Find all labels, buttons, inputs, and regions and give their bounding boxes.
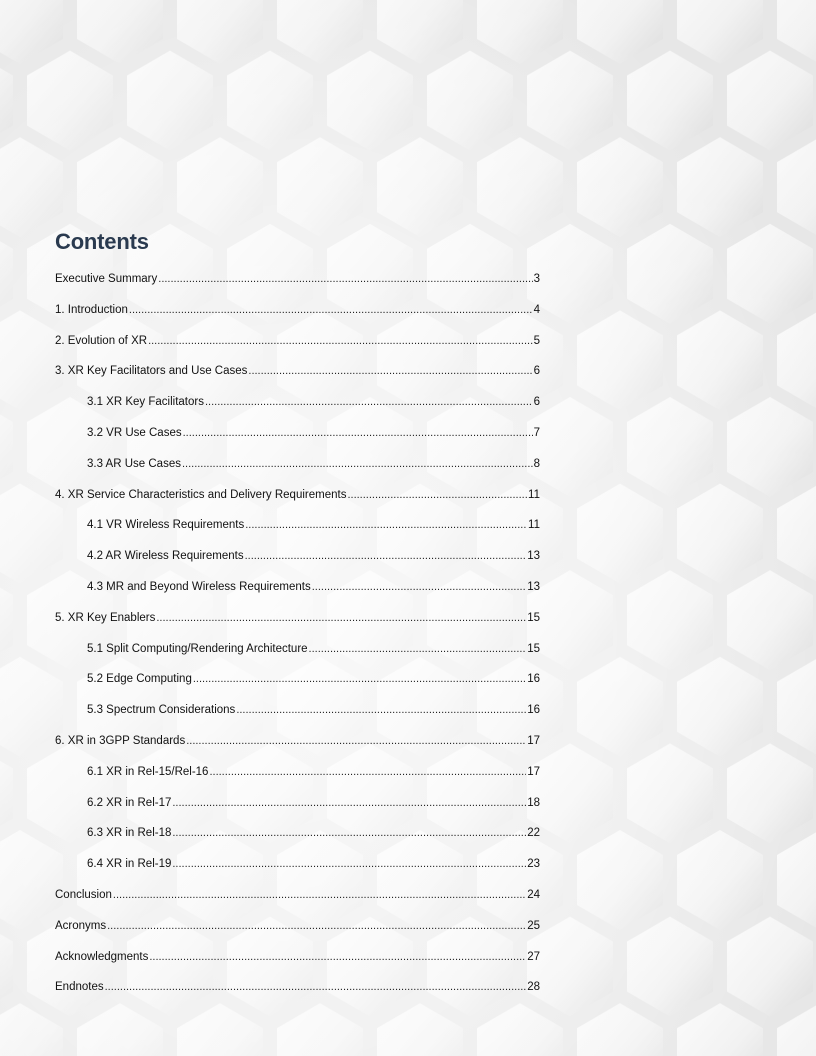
toc-entry-page-number: 25 bbox=[527, 919, 540, 932]
dot-leader bbox=[183, 426, 533, 440]
toc-entry-label: 3.1 XR Key Facilitators bbox=[87, 396, 204, 409]
toc-entry-page-number: 27 bbox=[527, 950, 540, 963]
toc-entry-page-number: 16 bbox=[527, 704, 540, 717]
toc-entry[interactable] bbox=[55, 303, 540, 334]
toc-entry-page-number: 24 bbox=[527, 888, 540, 901]
toc-entry[interactable] bbox=[55, 549, 540, 580]
toc-entry-page-number: 15 bbox=[527, 642, 540, 655]
toc-entry-page-number: 3 bbox=[533, 273, 540, 285]
toc-entry-label: 3. XR Key Facilitators and Use Cases bbox=[55, 365, 248, 378]
toc-entry-label: 2. Evolution of XR bbox=[55, 334, 148, 347]
toc-entry-page-number: 28 bbox=[527, 981, 540, 994]
toc-entry[interactable] bbox=[55, 611, 540, 642]
dot-leader bbox=[245, 518, 527, 532]
toc-entry[interactable] bbox=[55, 395, 540, 426]
dot-leader bbox=[205, 395, 533, 409]
dot-leader bbox=[172, 857, 526, 871]
toc-entry[interactable] bbox=[55, 364, 540, 395]
toc-entry[interactable] bbox=[55, 272, 540, 303]
toc-list bbox=[55, 272, 540, 1011]
toc-entry-label: Conclusion bbox=[55, 888, 112, 901]
dot-leader bbox=[245, 549, 527, 563]
toc-entry-label: 5.1 Split Computing/Rendering Architecture bbox=[87, 642, 308, 655]
toc-entry[interactable] bbox=[55, 672, 540, 703]
toc-entry[interactable] bbox=[55, 950, 540, 981]
dot-leader bbox=[158, 272, 532, 286]
toc-entry[interactable] bbox=[55, 703, 540, 734]
toc-entry-label: 6.3 XR in Rel-18 bbox=[87, 827, 172, 840]
toc-entry[interactable] bbox=[55, 919, 540, 950]
dot-leader bbox=[182, 457, 533, 471]
toc-entry-label: 6.2 XR in Rel-17 bbox=[87, 796, 172, 809]
toc-entry-page-number: 11 bbox=[528, 488, 540, 501]
toc-entry-label: Acknowledgments bbox=[55, 950, 149, 963]
dot-leader bbox=[149, 950, 526, 964]
dot-leader bbox=[209, 765, 526, 779]
toc-entry-page-number: 15 bbox=[527, 611, 540, 624]
toc-entry-label: 5.3 Spectrum Considerations bbox=[87, 704, 236, 717]
dot-leader bbox=[312, 580, 526, 594]
toc-entry-label: Acronyms bbox=[55, 919, 107, 932]
toc-entry[interactable] bbox=[55, 488, 540, 519]
toc-entry-page-number: 4 bbox=[533, 303, 540, 316]
toc-entry[interactable] bbox=[55, 426, 540, 457]
toc-entry-label: 5. XR Key Enablers bbox=[55, 611, 156, 624]
toc-entry-label: 1. Introduction bbox=[55, 303, 128, 316]
toc-entry-page-number: 13 bbox=[527, 580, 540, 593]
contents-heading: Contents bbox=[55, 229, 149, 254]
dot-leader bbox=[105, 980, 527, 994]
toc-entry-page-number: 7 bbox=[533, 426, 540, 439]
toc-entry-label: 4.2 AR Wireless Requirements bbox=[87, 550, 244, 563]
toc-entry-page-number: 17 bbox=[527, 734, 540, 747]
dot-leader bbox=[248, 364, 532, 378]
toc-entry-label: 3.3 AR Use Cases bbox=[87, 457, 181, 470]
toc-entry[interactable] bbox=[55, 888, 540, 919]
table-of-contents bbox=[55, 228, 540, 1011]
toc-entry[interactable] bbox=[55, 580, 540, 611]
dot-leader bbox=[236, 703, 526, 717]
toc-entry-page-number: 22 bbox=[527, 827, 540, 840]
toc-entry[interactable] bbox=[55, 457, 540, 488]
toc-entry[interactable] bbox=[55, 857, 540, 888]
toc-entry-label: 4.3 MR and Beyond Wireless Requirements bbox=[87, 580, 311, 593]
toc-entry-label: 4. XR Service Characteristics and Delivery Requirements bbox=[55, 488, 347, 501]
toc-entry-label: 5.2 Edge Computing bbox=[87, 673, 192, 686]
toc-entry-page-number: 6 bbox=[533, 396, 540, 409]
toc-entry[interactable] bbox=[55, 518, 540, 549]
toc-entry-page-number: 8 bbox=[533, 457, 540, 470]
toc-entry-page-number: 23 bbox=[527, 858, 540, 871]
dot-leader bbox=[309, 642, 527, 656]
toc-entry-label: 3.2 VR Use Cases bbox=[87, 426, 182, 439]
toc-entry-label: Endnotes bbox=[55, 981, 104, 994]
toc-entry[interactable] bbox=[55, 980, 540, 1011]
dot-leader bbox=[347, 488, 527, 502]
toc-entry-label: 4.1 VR Wireless Requirements bbox=[87, 519, 245, 532]
dot-leader bbox=[156, 611, 526, 625]
toc-entry-page-number: 16 bbox=[527, 673, 540, 686]
dot-leader bbox=[129, 303, 533, 317]
toc-entry-label: Executive Summary bbox=[55, 273, 158, 285]
toc-entry-page-number: 18 bbox=[527, 796, 540, 809]
dot-leader bbox=[148, 334, 533, 348]
toc-entry[interactable] bbox=[55, 334, 540, 365]
toc-entry-label: 6.4 XR in Rel-19 bbox=[87, 858, 172, 871]
toc-entry-page-number: 13 bbox=[527, 550, 540, 563]
toc-entry-page-number: 5 bbox=[533, 334, 540, 347]
toc-entry-label: 6. XR in 3GPP Standards bbox=[55, 734, 186, 747]
toc-entry[interactable] bbox=[55, 796, 540, 827]
dot-leader bbox=[172, 796, 526, 810]
toc-entry-label: 6.1 XR in Rel-15/Rel-16 bbox=[87, 765, 209, 778]
toc-entry-page-number: 6 bbox=[533, 365, 540, 378]
dot-leader bbox=[172, 826, 526, 840]
dot-leader bbox=[107, 919, 526, 933]
toc-entry[interactable] bbox=[55, 642, 540, 673]
toc-entry-page-number: 17 bbox=[527, 765, 540, 778]
toc-entry[interactable] bbox=[55, 734, 540, 765]
toc-entry-page-number: 11 bbox=[528, 519, 540, 532]
dot-leader bbox=[113, 888, 526, 902]
dot-leader bbox=[186, 734, 526, 748]
dot-leader bbox=[193, 672, 526, 686]
toc-entry[interactable] bbox=[55, 765, 540, 796]
toc-entry[interactable] bbox=[55, 826, 540, 857]
